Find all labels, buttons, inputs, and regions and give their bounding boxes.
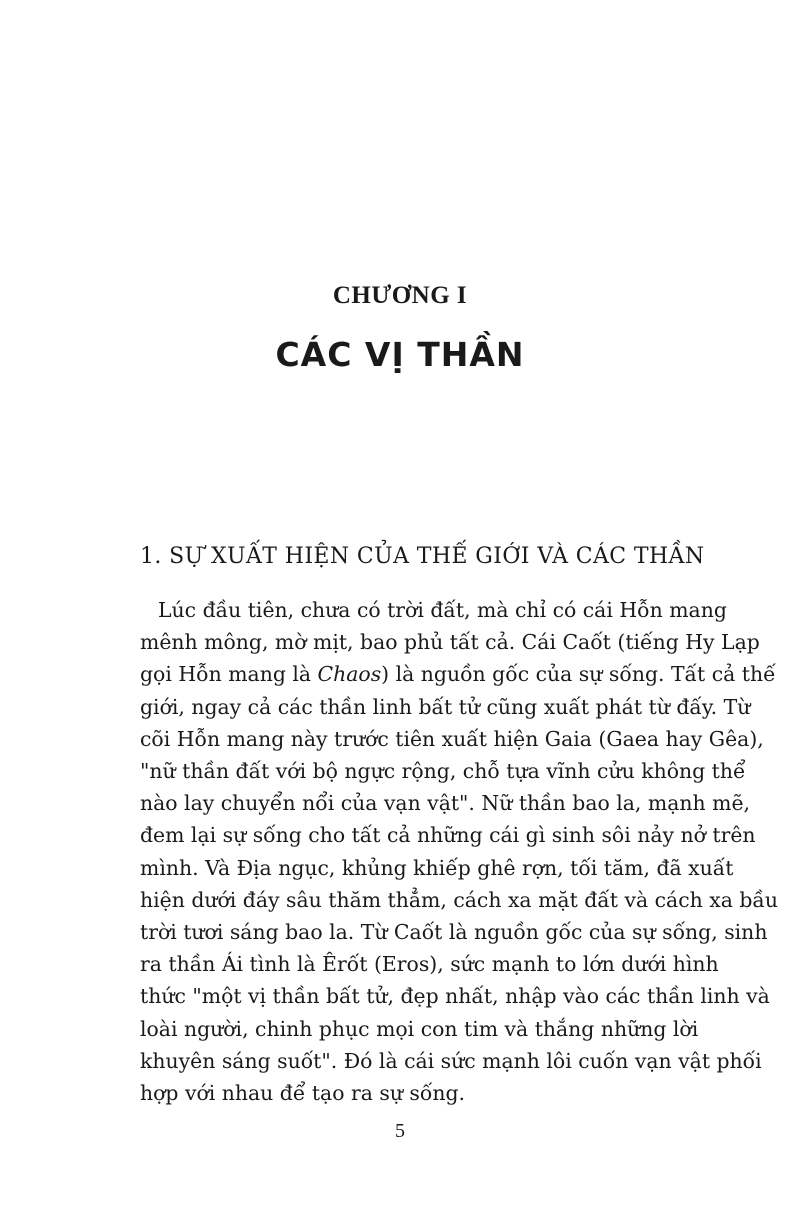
body-line: "nữ thần đất với bộ ngực rộng, chỗ tựa vĩnh cửu không thể — [140, 759, 746, 784]
body-line: gọi Hỗn mang là Chaos) là nguồn gốc của sự sống. Tất cả thế — [140, 662, 776, 687]
body-line: trời tươi sáng bao la. Từ Caốt là nguồn gốc của sự sống, sinh — [140, 920, 768, 945]
body-line: khuyên sáng suốt". Đó là cái sức mạnh lôi cuốn vạn vật phối — [140, 1048, 762, 1073]
body-line: ra thần Ái tình là Êrốt (Eros), sức mạnh to lớn dưới hình — [140, 952, 719, 977]
body-line: loài người, chinh phục mọi con tim và thắng những lời — [140, 1016, 699, 1041]
body-line: giới, ngay cả các thần linh bất tử cũng xuất phát từ đấy. Từ — [140, 694, 751, 719]
body-line: mênh mông, mờ mịt, bao phủ tất cả. Cái Caốt (tiếng Hy Lạp — [140, 630, 760, 655]
body-line: đem lại sự sống cho tất cả những cái gì sinh sôi nảy nở trên — [140, 823, 756, 848]
body-text — [140, 594, 779, 1109]
body-line: mình. Và Địa ngục, khủng khiếp ghê rợn, tối tăm, đã xuất — [140, 855, 734, 880]
body-line: nào lay chuyển nổi của vạn vật". Nữ thần bao la, mạnh mẽ, — [140, 791, 751, 816]
chapter-label: CHƯƠNG I — [332, 282, 468, 309]
section-heading: 1. SỰ XUẤT HIỆN CỦA THẾ GIỚI VÀ CÁC THẦN — [140, 544, 705, 569]
body-line: thức "một vị thần bất tử, đẹp nhất, nhập vào các thần linh và — [140, 984, 770, 1009]
page-number: 5 — [395, 1120, 405, 1142]
chapter-title: CÁC VỊ THẦN — [275, 335, 525, 374]
body-line: hiện dưới đáy sâu thăm thẳm, cách xa mặt đất và cách xa bầu — [140, 887, 779, 912]
body-line: Lúc đầu tiên, chưa có trời đất, mà chỉ có cái Hỗn mang — [158, 598, 727, 622]
body-line: cõi Hỗn mang này trước tiên xuất hiện Gaia (Gaea hay Gêa), — [140, 726, 764, 751]
body-line: hợp với nhau để tạo ra sự sống. — [140, 1081, 466, 1106]
